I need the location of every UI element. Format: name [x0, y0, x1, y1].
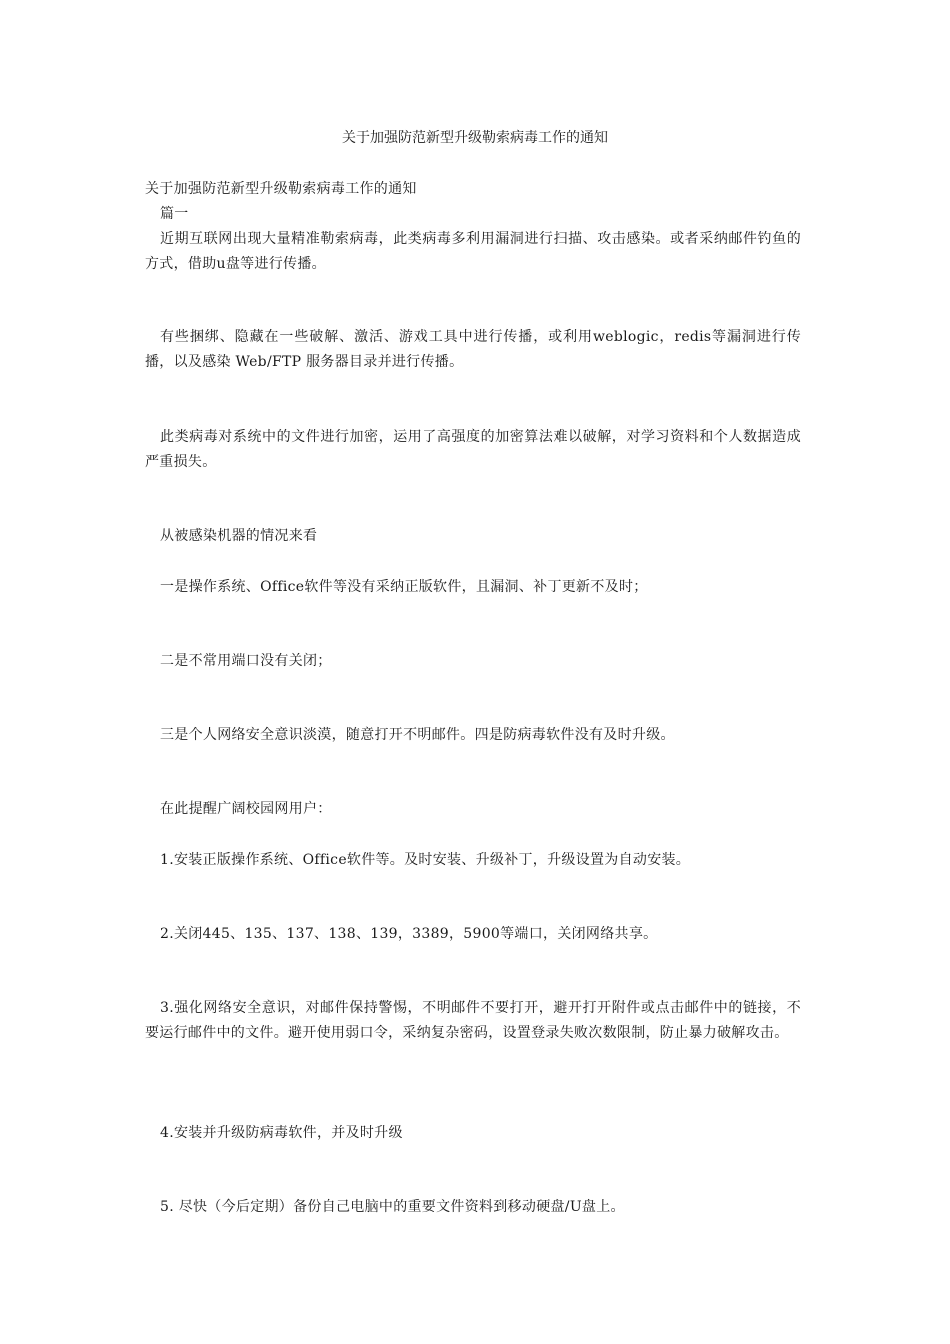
paragraph-3: 此类病毒对系统中的文件进行加密，运用了高强度的加密算法难以破解，对学习资料和个人数据造成严重损失。: [145, 429, 801, 470]
document-heading: 关于加强防范新型升级勒索病毒工作的通知: [145, 181, 417, 197]
paragraph-6: 二是不常用端口没有关闭；: [160, 653, 332, 669]
paragraph-8: 在此提醒广阔校园网用户：: [160, 801, 332, 817]
document-title: 关于加强防范新型升级勒索病毒工作的通知: [342, 130, 608, 146]
list-item-5: 5. 尽快（今后定期）备份自己电脑中的重要文件资料到移动硬盘/U盘上。: [160, 1199, 625, 1215]
list-item-1: 1.安装正版操作系统、Office软件等。及时安装、升级补丁，升级设置为自动安装。: [160, 852, 691, 868]
list-item-4: 4.安装并升级防病毒软件，并及时升级: [160, 1125, 403, 1141]
paragraph-1: 近期互联网出现大量精准勒索病毒，此类病毒多利用漏洞进行扫描、攻击感染。或者采纳邮件钓鱼的方式，借助u盘等进行传播。: [145, 231, 801, 272]
paragraph-7: 三是个人网络安全意识淡漠，随意打开不明邮件。四是防病毒软件没有及时升级。: [160, 727, 675, 743]
section-label: 篇一: [160, 206, 189, 222]
paragraph-5: 一是操作系统、Office软件等没有采纳正版软件，且漏洞、补丁更新不及时；: [160, 579, 648, 595]
paragraph-2: 有些捆绑、隐藏在一些破解、激活、游戏工具中进行传播，或利用weblogic，redis等漏洞进行传播，以及感染 Web/FTP 服务器目录并进行传播。: [145, 329, 801, 370]
list-item-2: 2.关闭445、135、137、138、139，3389，5900等端口，关闭网络共享。: [160, 926, 658, 942]
list-item-3: 3.强化网络安全意识，对邮件保持警惕，不明邮件不要打开，避开打开附件或点击邮件中的链接，不要运行邮件中的文件。避开使用弱口令，采纳复杂密码，设置登录失败次数限制，防止暴力破解攻击。: [145, 1000, 801, 1041]
paragraph-4: 从被感染机器的情况来看: [160, 528, 318, 544]
